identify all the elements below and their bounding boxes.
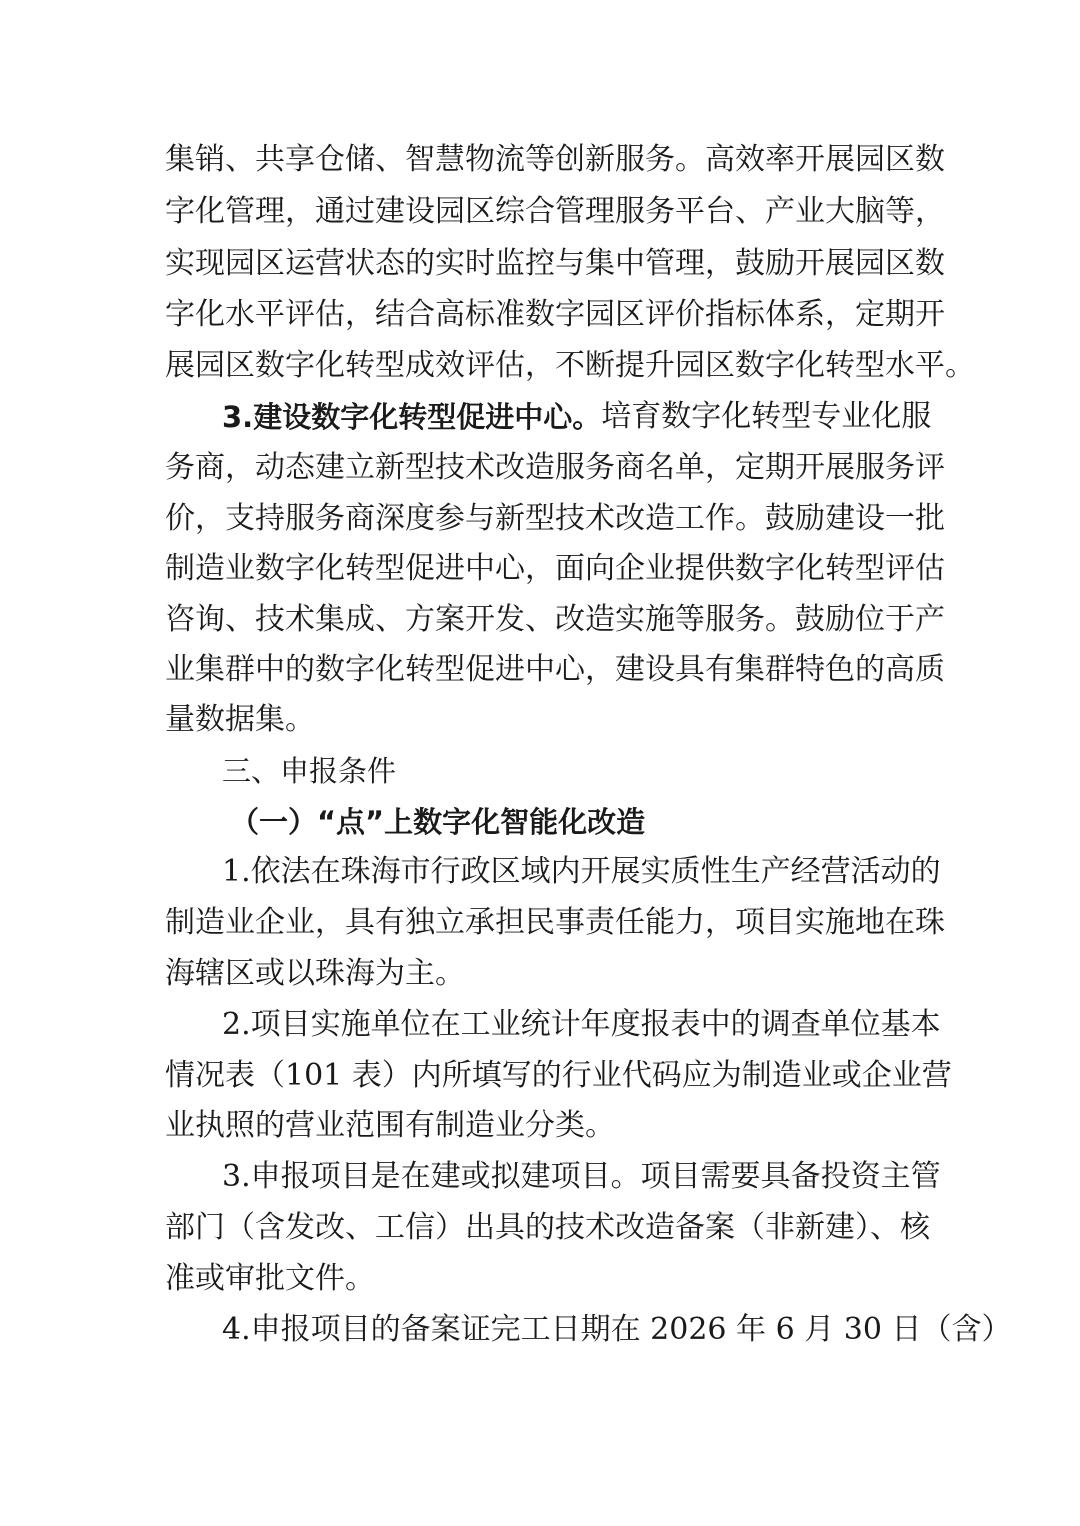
- paragraph-line: 集销、共享仓储、智慧物流等创新服务。高效率开展园区数: [165, 142, 945, 177]
- paragraph-line: 业集群中的数字化转型促进中心，建设具有集群特色的高质: [165, 652, 945, 687]
- subsection-heading: （一）“点”上数字化智能化改造: [230, 805, 646, 839]
- list-item-line: 1.依法在珠海市行政区域内开展实质性生产经营活动的: [222, 854, 941, 889]
- section-3-lead-text: 培育数字化转型专业化服: [601, 399, 932, 434]
- section-3-first-line: [222, 391, 932, 443]
- paragraph-line: 咨询、技术集成、方案开发、改造实施等服务。鼓励位于产: [165, 602, 945, 637]
- list-item-line: 业执照的营业范围有制造业分类。: [165, 1108, 615, 1143]
- list-item-line: 部门（含发改、工信）出具的技术改造备案（非新建）、核: [165, 1210, 930, 1245]
- section-3-title: 3.建设数字化转型促进中心。: [222, 400, 602, 434]
- paragraph-line: 价，支持服务商深度参与新型技术改造工作。鼓励建设一批: [165, 501, 945, 536]
- paragraph-line: 字化管理，通过建设园区综合管理服务平台、产业大脑等，: [165, 194, 945, 229]
- list-item-line: 4.申报项目的备案证完工日期在 2026 年 6 月 30 日（含）: [222, 1312, 1012, 1347]
- paragraph-line: 量数据集。: [165, 702, 315, 737]
- paragraph-line: 实现园区运营状态的实时监控与集中管理，鼓励开展园区数: [165, 246, 945, 281]
- list-item-line: 准或审批文件。: [165, 1261, 375, 1296]
- paragraph-line: 字化水平评估，结合高标准数字园区评价指标体系，定期开: [165, 297, 945, 332]
- paragraph-line: 制造业数字化转型促进中心，面向企业提供数字化转型评估: [165, 551, 945, 586]
- paragraph-line: 展园区数字化转型成效评估，不断提升园区数字化转型水平。: [165, 348, 975, 383]
- list-item-line: 海辖区或以珠海为主。: [165, 956, 465, 991]
- list-item-line: 3.申报项目是在建或拟建项目。项目需要具备投资主管: [222, 1159, 941, 1194]
- list-item-line: 情况表（101 表）内所填写的行业代码应为制造业或企业营: [165, 1058, 952, 1093]
- paragraph-line: 务商，动态建立新型技术改造服务商名单，定期开展服务评: [165, 450, 945, 485]
- list-item-line: 制造业企业，具有独立承担民事责任能力，项目实施地在珠: [165, 905, 945, 940]
- list-item-line: 2.项目实施单位在工业统计年度报表中的调查单位基本: [222, 1007, 941, 1042]
- section-heading: 三、申报条件: [222, 754, 397, 788]
